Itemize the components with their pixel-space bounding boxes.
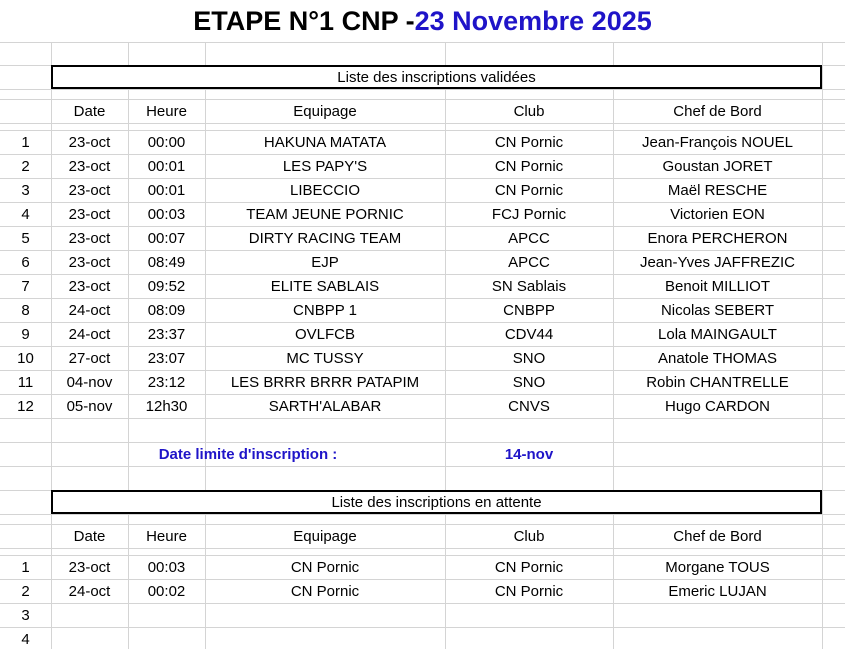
club-cell: SN Sablais bbox=[491, 277, 567, 295]
skipper-cell bbox=[613, 627, 822, 651]
row-number: 9 bbox=[21, 325, 30, 343]
skipper-cell: Lola MAINGAULT bbox=[658, 325, 777, 343]
row-number: 8 bbox=[21, 301, 30, 319]
club-cell: CNVS bbox=[508, 397, 550, 415]
crew-cell: ELITE SABLAIS bbox=[270, 277, 380, 295]
date-cell: 23-oct bbox=[68, 277, 111, 295]
club-cell: CNBPP bbox=[503, 301, 555, 319]
waiting-column-header: Club bbox=[513, 527, 545, 545]
row-number: 10 bbox=[17, 349, 34, 367]
validated-column-header: Date bbox=[73, 102, 106, 120]
club-cell bbox=[445, 627, 613, 651]
title-date: 23 Novembre 2025 bbox=[414, 5, 652, 36]
title-main: ETAPE N°1 CNP - bbox=[193, 5, 415, 36]
validated-column-header: Chef de Bord bbox=[673, 102, 762, 120]
crew-cell: SARTH'ALABAR bbox=[268, 397, 382, 415]
validated-column-header: Equipage bbox=[293, 102, 357, 120]
club-cell: SNO bbox=[512, 373, 546, 391]
date-cell: 23-oct bbox=[68, 181, 111, 199]
skipper-cell bbox=[613, 603, 822, 627]
date-cell: 23-oct bbox=[68, 205, 111, 223]
time-cell: 00:01 bbox=[147, 157, 186, 175]
date-cell: 23-oct bbox=[68, 253, 111, 271]
crew-cell: MC TUSSY bbox=[286, 349, 364, 367]
club-cell: CN Pornic bbox=[494, 582, 564, 600]
skipper-cell: Enora PERCHERON bbox=[647, 229, 788, 247]
skipper-cell: Victorien EON bbox=[670, 205, 765, 223]
crew-cell: CN Pornic bbox=[290, 558, 360, 576]
row-number: 7 bbox=[21, 277, 30, 295]
date-cell: 05-nov bbox=[66, 397, 113, 415]
date-cell: 23-oct bbox=[68, 157, 111, 175]
club-cell: APCC bbox=[508, 229, 550, 247]
crew-cell: EJP bbox=[311, 253, 339, 271]
crew-cell bbox=[205, 627, 445, 651]
skipper-cell: Jean-François NOUEL bbox=[642, 133, 793, 151]
row-number: 2 bbox=[21, 582, 30, 600]
waiting-list-heading: Liste des inscriptions en attente bbox=[51, 490, 822, 514]
time-cell: 23:07 bbox=[147, 349, 186, 367]
time-cell: 08:49 bbox=[147, 253, 186, 271]
row-number: 5 bbox=[21, 229, 30, 247]
waiting-column-header: Heure bbox=[146, 527, 187, 545]
date-cell bbox=[51, 603, 128, 627]
skipper-cell: Nicolas SEBERT bbox=[660, 301, 775, 319]
row-number: 1 bbox=[21, 133, 30, 151]
row-number: 1 bbox=[21, 558, 30, 576]
time-cell: 00:03 bbox=[147, 205, 186, 223]
time-cell: 09:52 bbox=[147, 277, 186, 295]
date-cell: 23-oct bbox=[68, 229, 111, 247]
deadline-label: Date limite d'inscription : bbox=[158, 445, 338, 463]
club-cell: CDV44 bbox=[504, 325, 554, 343]
crew-cell: CNBPP 1 bbox=[293, 301, 357, 319]
crew-cell: LIBECCIO bbox=[289, 181, 361, 199]
skipper-cell: Benoit MILLIOT bbox=[664, 277, 771, 295]
time-cell: 00:02 bbox=[147, 582, 186, 600]
skipper-cell: Goustan JORET bbox=[662, 157, 773, 175]
deadline-value: 14-nov bbox=[504, 445, 554, 463]
crew-cell bbox=[205, 603, 445, 627]
time-cell: 00:00 bbox=[147, 133, 186, 151]
row-number: 3 bbox=[21, 181, 30, 199]
validated-column-header: Club bbox=[513, 102, 545, 120]
waiting-column-header: Equipage bbox=[293, 527, 357, 545]
row-number: 6 bbox=[21, 253, 30, 271]
crew-cell: TEAM JEUNE PORNIC bbox=[246, 205, 404, 223]
club-cell: CN Pornic bbox=[494, 133, 564, 151]
crew-cell: HAKUNA MATATA bbox=[263, 133, 387, 151]
row-number: 12 bbox=[17, 397, 34, 415]
date-cell: 24-oct bbox=[68, 582, 111, 600]
time-cell bbox=[128, 627, 205, 651]
time-cell: 08:09 bbox=[147, 301, 186, 319]
skipper-cell: Maël RESCHE bbox=[667, 181, 768, 199]
crew-cell: LES BRRR BRRR PATAPIM bbox=[230, 373, 420, 391]
crew-cell: OVLFCB bbox=[294, 325, 355, 343]
date-cell bbox=[51, 627, 128, 651]
club-cell: SNO bbox=[512, 349, 546, 367]
time-cell: 00:01 bbox=[147, 181, 186, 199]
date-cell: 04-nov bbox=[66, 373, 113, 391]
time-cell bbox=[128, 603, 205, 627]
date-cell: 23-oct bbox=[68, 558, 111, 576]
time-cell: 23:37 bbox=[147, 325, 186, 343]
date-cell: 23-oct bbox=[68, 133, 111, 151]
club-cell: CN Pornic bbox=[494, 181, 564, 199]
crew-cell: LES PAPY'S bbox=[282, 157, 368, 175]
skipper-cell: Jean-Yves JAFFREZIC bbox=[639, 253, 796, 271]
row-number: 11 bbox=[17, 373, 34, 391]
date-cell: 24-oct bbox=[68, 325, 111, 343]
skipper-cell: Morgane TOUS bbox=[665, 558, 770, 576]
club-cell: CN Pornic bbox=[494, 558, 564, 576]
waiting-column-header: Chef de Bord bbox=[673, 527, 762, 545]
date-cell: 27-oct bbox=[68, 349, 111, 367]
row-number: 3 bbox=[21, 606, 30, 624]
waiting-column-header: Date bbox=[73, 527, 106, 545]
crew-cell: DIRTY RACING TEAM bbox=[248, 229, 402, 247]
time-cell: 00:03 bbox=[147, 558, 186, 576]
skipper-cell: Anatole THOMAS bbox=[658, 349, 777, 367]
skipper-cell: Robin CHANTRELLE bbox=[646, 373, 789, 391]
skipper-cell: Emeric LUJAN bbox=[668, 582, 767, 600]
club-cell: APCC bbox=[508, 253, 550, 271]
row-number: 4 bbox=[21, 630, 30, 648]
club-cell: CN Pornic bbox=[494, 157, 564, 175]
row-number: 2 bbox=[21, 157, 30, 175]
row-number: 4 bbox=[21, 205, 30, 223]
club-cell bbox=[445, 603, 613, 627]
skipper-cell: Hugo CARDON bbox=[664, 397, 771, 415]
time-cell: 23:12 bbox=[147, 373, 186, 391]
date-cell: 24-oct bbox=[68, 301, 111, 319]
validated-list-heading: Liste des inscriptions validées bbox=[51, 65, 822, 89]
validated-column-header: Heure bbox=[146, 102, 187, 120]
page-title bbox=[0, 0, 845, 42]
club-cell: FCJ Pornic bbox=[491, 205, 567, 223]
time-cell: 12h30 bbox=[145, 397, 188, 415]
time-cell: 00:07 bbox=[147, 229, 186, 247]
crew-cell: CN Pornic bbox=[290, 582, 360, 600]
